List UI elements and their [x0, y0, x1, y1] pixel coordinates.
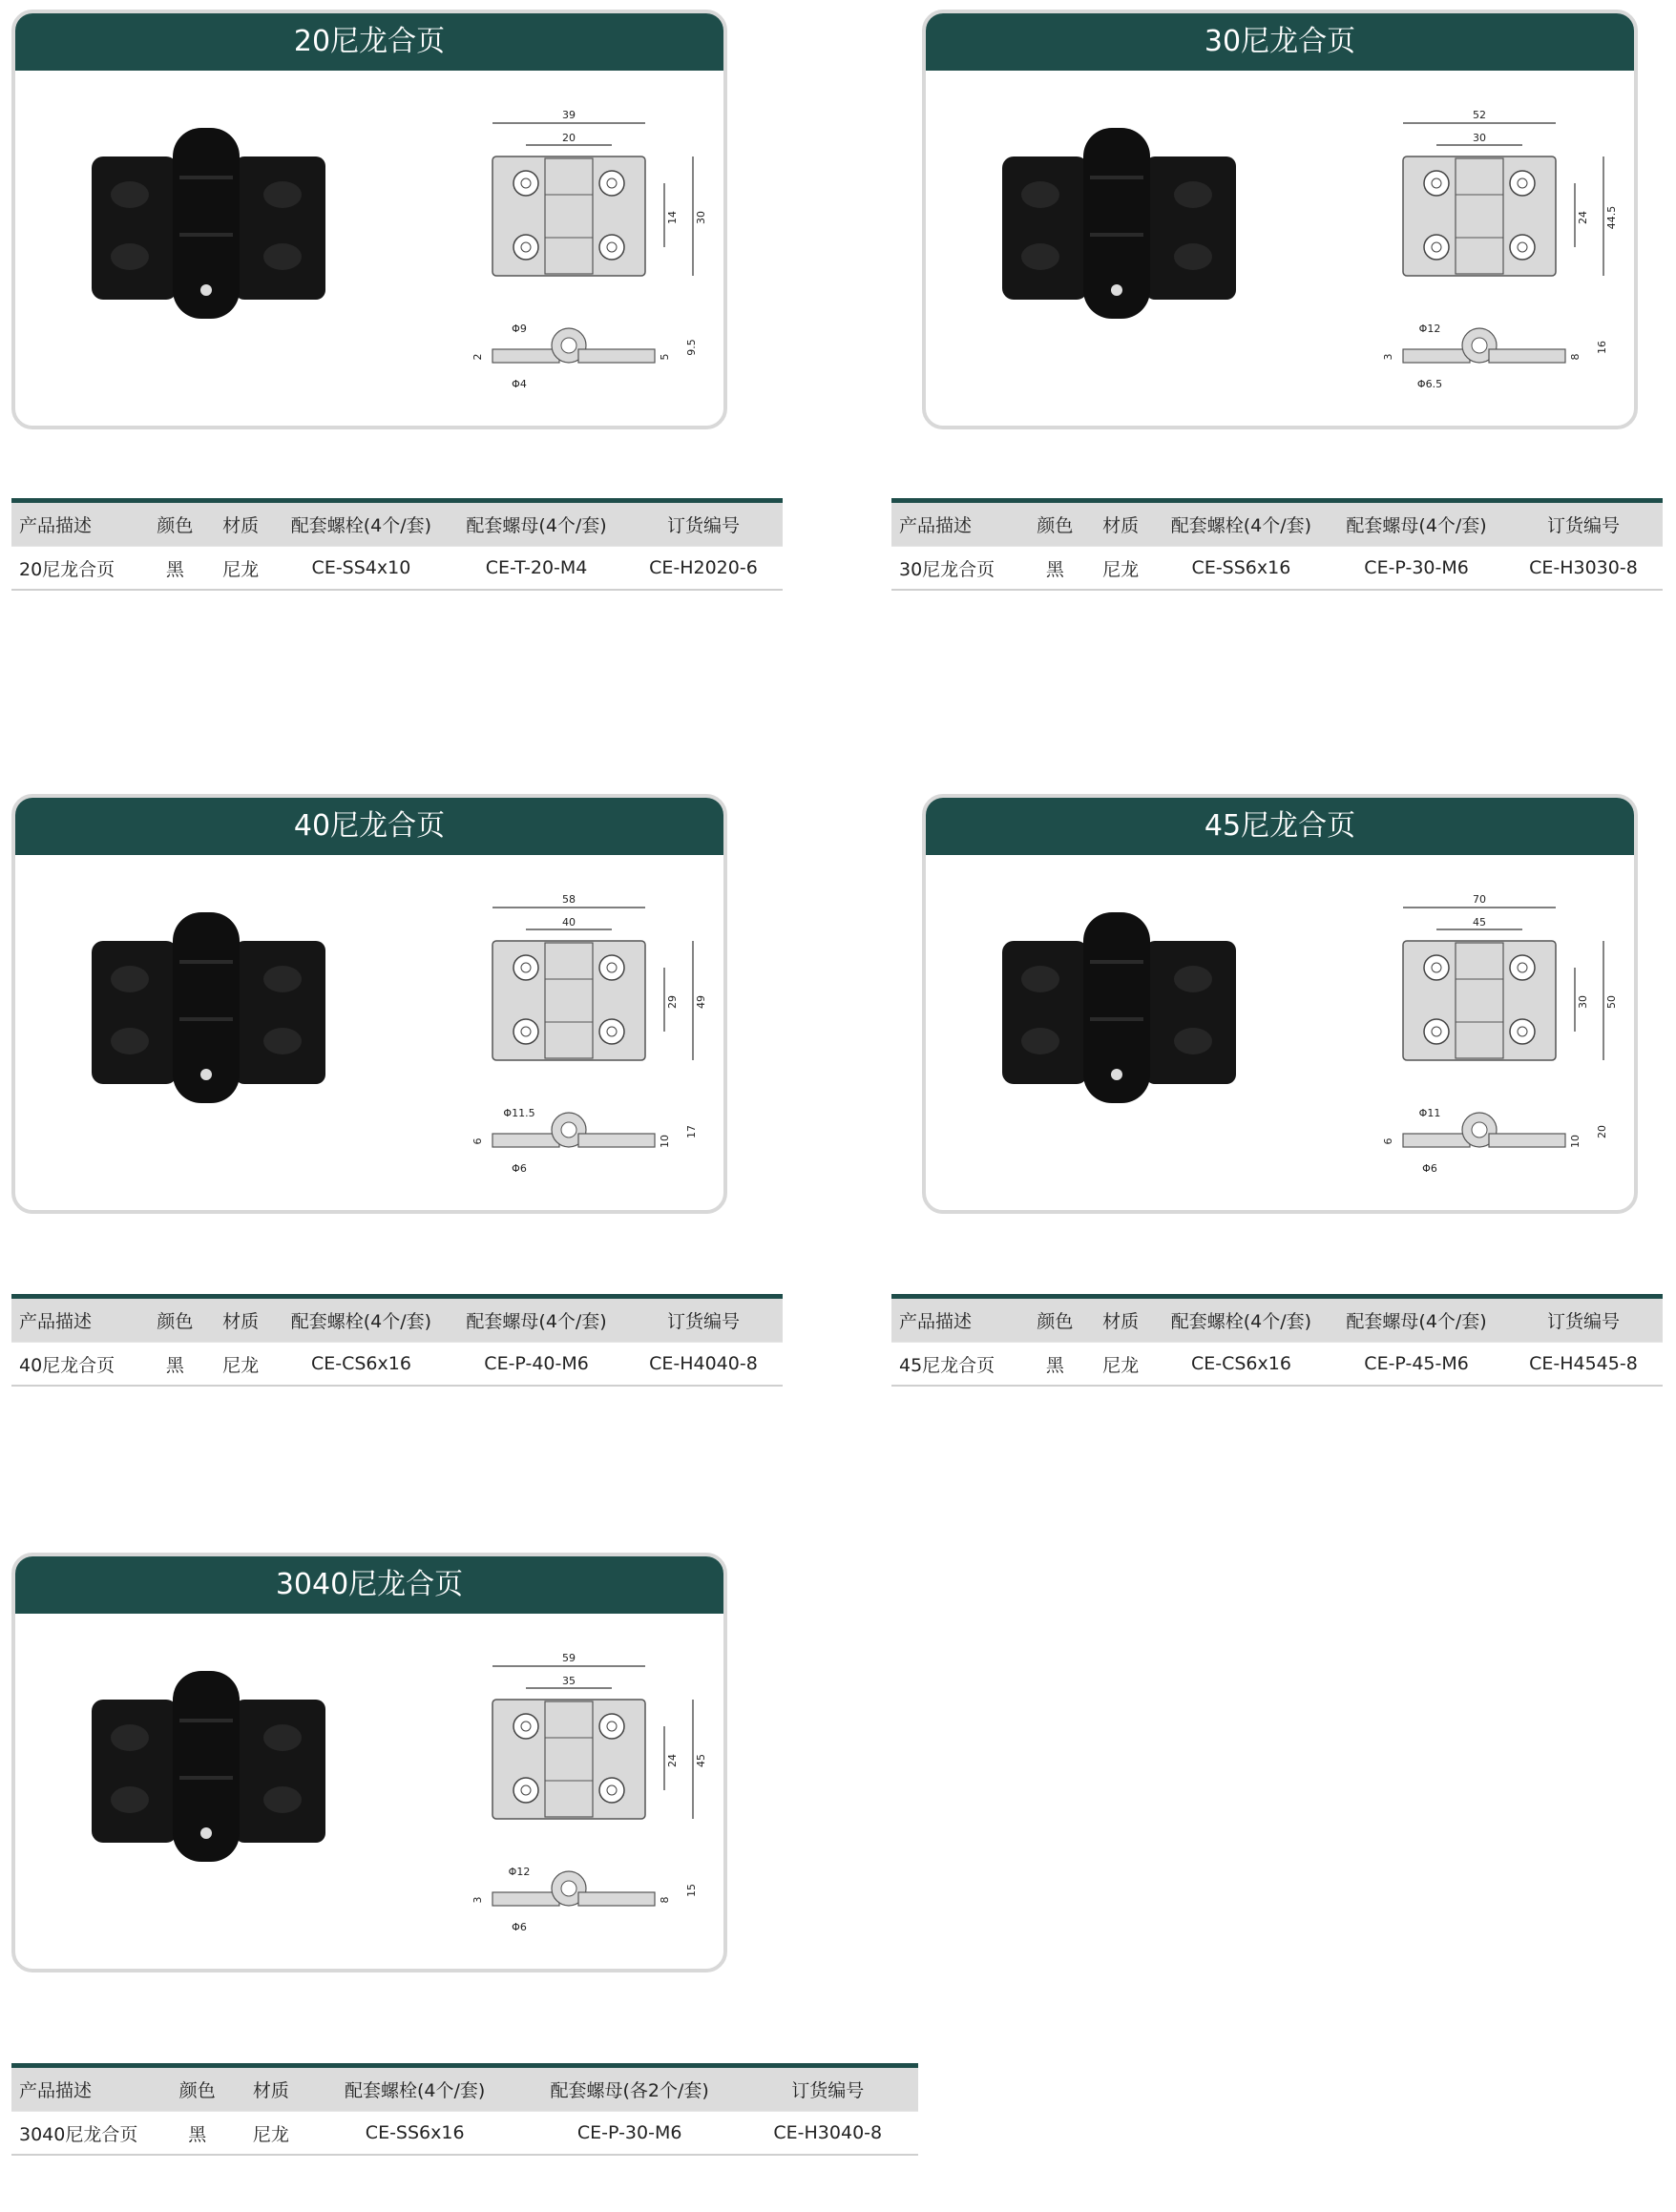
product-title: 30尼龙合页 [926, 13, 1634, 71]
table-header-cell: 配套螺母(4个/套) [466, 515, 607, 536]
table-header-cell: 订货编号 [1546, 515, 1620, 536]
table-cell: 3040尼龙合页 [11, 2112, 160, 2156]
product-card [922, 794, 1638, 1214]
table-header-cell: 产品描述 [19, 1311, 93, 1332]
svg-text:30: 30 [695, 211, 707, 224]
dimension-drawing [473, 1642, 722, 1957]
svg-text:20: 20 [562, 132, 576, 144]
table-cell: 20尼龙合页 [11, 547, 142, 591]
svg-text:6: 6 [471, 1137, 484, 1145]
svg-text:40: 40 [562, 916, 576, 929]
svg-text:16: 16 [1596, 341, 1608, 354]
svg-text:Φ6.5: Φ6.5 [1416, 378, 1443, 390]
table-header-cell: 配套螺栓(4个/套) [290, 515, 432, 536]
table-cell: CE-H3030-8 [1504, 547, 1663, 591]
svg-text:52: 52 [1473, 109, 1486, 121]
table-cell: CE-SS6x16 [308, 2112, 522, 2156]
svg-text:Φ11: Φ11 [1418, 1107, 1441, 1119]
svg-text:Φ6: Φ6 [512, 1921, 527, 1933]
product-card [11, 794, 727, 1214]
table-header-cell: 颜色 [157, 515, 194, 536]
table-header-cell: 配套螺栓(4个/套) [1170, 515, 1312, 536]
svg-text:8: 8 [659, 1896, 671, 1904]
svg-text:3: 3 [1382, 353, 1394, 361]
table-row [891, 547, 1663, 591]
table-header-cell: 配套螺母(4个/套) [1346, 1311, 1487, 1332]
hinge-photo [983, 118, 1250, 338]
svg-text:20: 20 [1596, 1125, 1608, 1138]
table-cell: CE-T-20-M4 [449, 547, 624, 591]
svg-text:35: 35 [562, 1675, 576, 1687]
spec-table [11, 2063, 918, 2156]
table-header-cell: 订货编号 [1546, 1311, 1620, 1332]
table-header-row [11, 501, 783, 547]
svg-text:59: 59 [562, 1652, 576, 1664]
svg-text:50: 50 [1605, 995, 1618, 1009]
svg-text:Φ9: Φ9 [512, 323, 527, 335]
table-cell: 45尼龙合页 [891, 1343, 1022, 1387]
table-header-cell: 订货编号 [791, 2080, 865, 2101]
table-header-cell: 订货编号 [666, 515, 740, 536]
table-header-cell: 产品描述 [899, 515, 973, 536]
table-header-cell: 产品描述 [19, 515, 93, 536]
table-cell: 尼龙 [1088, 1343, 1154, 1387]
product-card [11, 10, 727, 429]
table-cell: CE-H4040-8 [624, 1343, 783, 1387]
svg-text:6: 6 [1382, 1137, 1394, 1145]
svg-text:8: 8 [1569, 353, 1582, 361]
table-header-cell: 颜色 [1037, 515, 1074, 536]
table-header-cell: 颜色 [178, 2080, 216, 2101]
table-header-cell: 产品描述 [19, 2080, 93, 2101]
table-header-cell: 材质 [1102, 515, 1140, 536]
dimension-drawing [473, 99, 722, 414]
spec-table [891, 1294, 1663, 1387]
table-cell: 尼龙 [208, 1343, 274, 1387]
svg-text:10: 10 [659, 1135, 671, 1148]
svg-text:15: 15 [685, 1884, 698, 1897]
table-header-row [11, 2066, 918, 2112]
table-header-cell: 配套螺母(4个/套) [466, 1311, 607, 1332]
svg-text:70: 70 [1473, 893, 1486, 906]
table-cell: CE-CS6x16 [1154, 1343, 1330, 1387]
product-card [11, 1553, 727, 1972]
table-cell: CE-P-30-M6 [1329, 547, 1504, 591]
table-cell: 黑 [142, 547, 208, 591]
spec-table [11, 1294, 783, 1387]
table-cell: 尼龙 [208, 547, 274, 591]
svg-text:49: 49 [695, 995, 707, 1009]
dimension-drawing [1384, 99, 1632, 414]
hinge-photo [983, 903, 1250, 1122]
table-cell: 黑 [1022, 1343, 1088, 1387]
svg-text:Φ12: Φ12 [508, 1866, 531, 1878]
table-cell: CE-P-30-M6 [522, 2112, 738, 2156]
table-cell: CE-P-45-M6 [1329, 1343, 1504, 1387]
svg-text:Φ11.5: Φ11.5 [503, 1107, 535, 1119]
svg-text:9.5: 9.5 [685, 339, 698, 356]
svg-text:30: 30 [1473, 132, 1486, 144]
table-cell: CE-SS4x10 [274, 547, 450, 591]
product-title: 3040尼龙合页 [15, 1556, 723, 1614]
svg-text:58: 58 [562, 893, 576, 906]
hinge-photo [73, 1661, 340, 1881]
table-header-cell: 订货编号 [666, 1311, 740, 1332]
table-header-cell: 配套螺母(各2个/套) [550, 2080, 709, 2101]
table-header-cell: 颜色 [157, 1311, 194, 1332]
hinge-photo [73, 903, 340, 1122]
svg-text:45: 45 [1473, 916, 1486, 929]
table-cell: CE-H3040-8 [738, 2112, 918, 2156]
svg-text:3: 3 [471, 1896, 484, 1904]
table-header-cell: 材质 [1102, 1311, 1140, 1332]
svg-text:44.5: 44.5 [1605, 205, 1618, 230]
svg-text:Φ6: Φ6 [512, 1162, 527, 1175]
svg-text:45: 45 [695, 1754, 707, 1767]
table-cell: 尼龙 [234, 2112, 307, 2156]
table-cell: CE-SS6x16 [1154, 547, 1330, 591]
table-cell: CE-CS6x16 [274, 1343, 450, 1387]
svg-text:29: 29 [666, 995, 679, 1009]
product-title: 20尼龙合页 [15, 13, 723, 71]
table-header-cell: 材质 [222, 515, 260, 536]
spec-table [11, 498, 783, 591]
dimension-drawing [1384, 884, 1632, 1199]
table-cell: 40尼龙合页 [11, 1343, 142, 1387]
table-cell: CE-H2020-6 [624, 547, 783, 591]
table-row [891, 1343, 1663, 1387]
svg-text:2: 2 [471, 353, 484, 361]
table-cell: 尼龙 [1088, 547, 1154, 591]
table-header-cell: 材质 [252, 2080, 289, 2101]
table-header-cell: 配套螺栓(4个/套) [1170, 1311, 1312, 1332]
table-cell: CE-H4545-8 [1504, 1343, 1663, 1387]
hinge-photo [73, 118, 340, 338]
table-header-cell: 配套螺栓(4个/套) [290, 1311, 432, 1332]
svg-text:24: 24 [1577, 211, 1589, 224]
table-row [11, 1343, 783, 1387]
svg-text:Φ12: Φ12 [1418, 323, 1441, 335]
spec-table [891, 498, 1663, 591]
svg-text:Φ6: Φ6 [1422, 1162, 1437, 1175]
table-row [11, 2112, 918, 2156]
dimension-drawing [473, 884, 722, 1199]
svg-text:14: 14 [666, 211, 679, 224]
table-header-cell: 材质 [222, 1311, 260, 1332]
svg-text:17: 17 [685, 1125, 698, 1138]
table-header-row [891, 501, 1663, 547]
table-header-cell: 颜色 [1037, 1311, 1074, 1332]
svg-text:24: 24 [666, 1754, 679, 1767]
table-cell: 黑 [160, 2112, 234, 2156]
table-row [11, 547, 783, 591]
table-cell: 黑 [142, 1343, 208, 1387]
table-header-cell: 配套螺栓(4个/套) [345, 2080, 486, 2101]
product-title: 40尼龙合页 [15, 798, 723, 855]
table-header-row [11, 1297, 783, 1343]
svg-text:10: 10 [1569, 1135, 1582, 1148]
table-header-row [891, 1297, 1663, 1343]
table-cell: 30尼龙合页 [891, 547, 1022, 591]
product-card [922, 10, 1638, 429]
product-title: 45尼龙合页 [926, 798, 1634, 855]
svg-text:39: 39 [562, 109, 576, 121]
svg-text:Φ4: Φ4 [512, 378, 527, 390]
table-header-cell: 配套螺母(4个/套) [1346, 515, 1487, 536]
table-cell: CE-P-40-M6 [449, 1343, 624, 1387]
table-cell: 黑 [1022, 547, 1088, 591]
svg-text:5: 5 [659, 353, 671, 361]
table-header-cell: 产品描述 [899, 1311, 973, 1332]
svg-text:30: 30 [1577, 995, 1589, 1009]
